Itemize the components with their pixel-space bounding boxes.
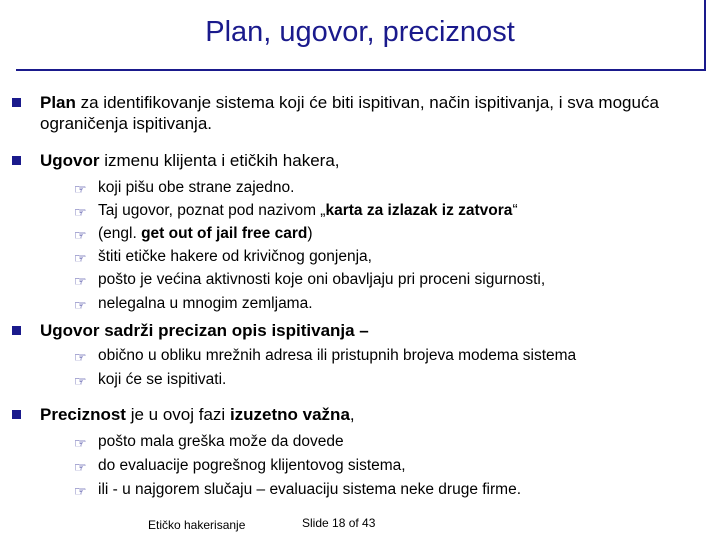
square-bullet-icon bbox=[12, 156, 21, 165]
term-preciznost: Preciznost bbox=[40, 405, 126, 424]
term-ugovor: Ugovor bbox=[40, 151, 100, 170]
item-text: ) bbox=[307, 225, 313, 242]
item-text: obično u obliku mrežnih adresa ili pristupnih brojeva modema sistema bbox=[98, 347, 577, 364]
ugovor-text: izmenu klijenta i etičkih hakera, bbox=[99, 151, 340, 170]
item-text: štiti etičke hakere od krivičnog gonjenja, bbox=[98, 248, 372, 265]
bullet-ugovor bbox=[40, 150, 690, 171]
pointing-hand-icon: ☞ bbox=[74, 250, 87, 266]
ugovor-item-1 bbox=[74, 176, 698, 199]
ugovor-item-5 bbox=[74, 268, 698, 291]
bullet-plan bbox=[40, 92, 690, 134]
term-plan: Plan bbox=[40, 93, 76, 112]
title-right-border bbox=[704, 0, 706, 71]
ugovor-item-6 bbox=[74, 292, 698, 315]
square-bullet-icon bbox=[12, 326, 21, 335]
pointing-hand-icon: ☞ bbox=[74, 297, 87, 313]
ugovor-item-3 bbox=[74, 222, 698, 245]
pointing-hand-icon: ☞ bbox=[74, 273, 87, 289]
item-text: ili - u najgorem slučaju – evaluaciju sistema neke druge firme. bbox=[98, 481, 522, 498]
footer-course-name: Etičko hakerisanje bbox=[148, 518, 246, 532]
preciznost-text: je u ovoj fazi bbox=[125, 405, 230, 424]
plan-text: za identifikovanje sistema koji će biti ispitivan, način ispitivanja, i sva moguća ograničenja ispitivanja. bbox=[40, 93, 659, 133]
item-text: pošto mala greška može da dovede bbox=[98, 433, 344, 450]
pointing-hand-icon: ☞ bbox=[74, 227, 87, 243]
bullet-ugovor-sadrzi bbox=[40, 320, 690, 341]
sadrzi-item-2 bbox=[74, 368, 698, 391]
slide-title: Plan, ugovor, preciznost bbox=[205, 16, 515, 48]
item-text: do evaluacije pogrešnog klijentovog sistema, bbox=[98, 457, 406, 474]
item-text: (engl. bbox=[98, 225, 142, 242]
preciznost-item-3 bbox=[74, 478, 698, 501]
term-ugovor-sadrzi: Ugovor sadrži precizan opis ispitivanja – bbox=[40, 321, 369, 340]
item-text: koji će se ispitivati. bbox=[98, 371, 227, 388]
ugovor-item-4 bbox=[74, 245, 698, 268]
title-underline bbox=[16, 69, 704, 71]
preciznost-item-1 bbox=[74, 430, 698, 453]
item-text: “ bbox=[512, 202, 518, 219]
preciznost-item-2 bbox=[74, 454, 698, 477]
preciznost-end: , bbox=[349, 405, 355, 424]
bullet-preciznost bbox=[40, 404, 690, 425]
footer-slide-number: Slide 18 of 43 bbox=[302, 516, 376, 530]
square-bullet-icon bbox=[12, 98, 21, 107]
pointing-hand-icon: ☞ bbox=[74, 349, 87, 365]
pointing-hand-icon: ☞ bbox=[74, 204, 87, 220]
pointing-hand-icon: ☞ bbox=[74, 373, 87, 389]
item-text: nelegalna u mnogim zemljama. bbox=[98, 295, 313, 312]
item-text: pošto je većina aktivnosti koje oni obavljaju pri proceni sigurnosti, bbox=[98, 271, 546, 288]
sadrzi-item-1 bbox=[74, 344, 698, 367]
term-izuzetno-vazna: izuzetno važna bbox=[229, 405, 350, 424]
item-bold-text: karta za izlazak iz zatvora bbox=[325, 202, 513, 219]
pointing-hand-icon: ☞ bbox=[74, 435, 87, 451]
square-bullet-icon bbox=[12, 410, 21, 419]
item-text: Taj ugovor, poznat pod nazivom „ bbox=[98, 202, 326, 219]
item-text: koji pišu obe strane zajedno. bbox=[98, 179, 295, 196]
pointing-hand-icon: ☞ bbox=[74, 181, 87, 197]
pointing-hand-icon: ☞ bbox=[74, 483, 87, 499]
item-bold-text: get out of jail free card bbox=[141, 225, 308, 242]
ugovor-item-2 bbox=[74, 199, 698, 222]
pointing-hand-icon: ☞ bbox=[74, 459, 87, 475]
